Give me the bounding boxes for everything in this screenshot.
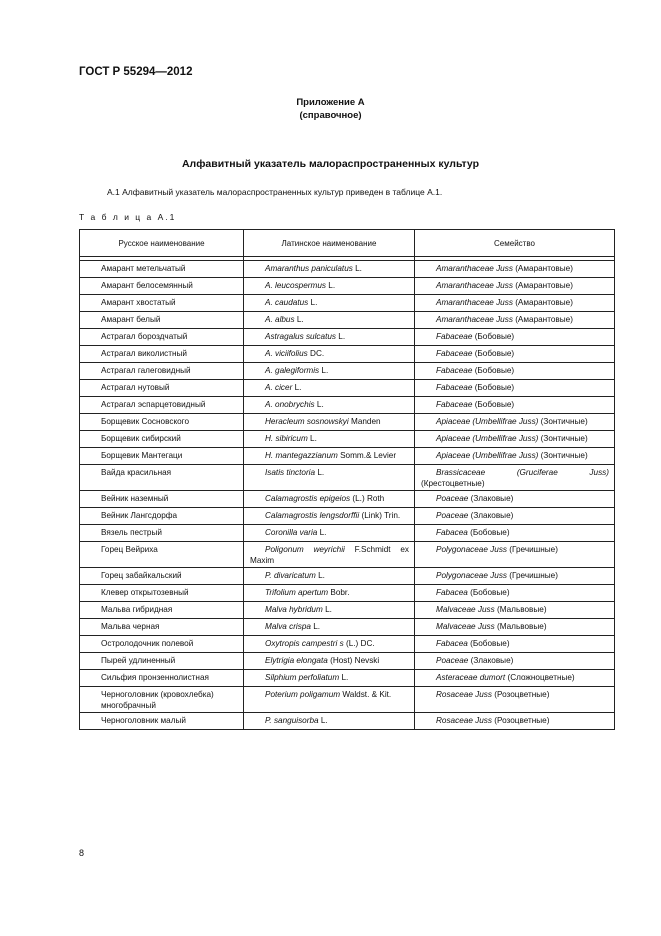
latin-author: L. [322,605,332,614]
latin-author: L. [292,383,302,392]
column-header-family: Семейство [415,230,615,257]
family-latin: Poaceae [436,656,469,665]
russian-name-cell: Черноголовник (кровохлебка) многобрачный [80,687,244,713]
family-cell [415,431,615,448]
table-row [80,329,615,346]
table-row [80,261,615,278]
russian-name-cell: Пырей удлиненный [80,653,244,670]
latin-species: Heracleum sosnowskyi [265,417,349,426]
table-row [80,448,615,465]
latin-author: L. [294,315,304,324]
latin-name-cell [244,585,415,602]
family-latin: Apiaceae (Umbellifrae Juss) [436,417,539,426]
family-russian: (Злаковые) [468,494,514,503]
family-cell [415,346,615,363]
family-russian: (Гречишные) [507,545,558,554]
russian-name-cell: Мальва черная [80,619,244,636]
latin-name-cell [244,670,415,687]
latin-author: L. [307,434,317,443]
latin-author: L. [314,400,324,409]
family-cell [415,329,615,346]
latin-name-cell [244,261,415,278]
russian-name-cell: Остролодочник полевой [80,636,244,653]
table-row [80,670,615,687]
family-russian: (Амарантовые) [512,264,573,273]
family-cell [415,585,615,602]
family-russian: (Бобовые) [467,588,510,597]
latin-name-cell [244,397,415,414]
family-latin: Polygonaceae Juss [436,571,508,580]
family-russian: (Крестоцветные) [421,479,485,488]
latin-author: L. [325,281,336,290]
latin-species: Oxytropis campestri s [265,639,344,648]
latin-name-cell [244,465,415,491]
russian-name-cell: Горец Вейриха [80,542,244,568]
family-latin: Poaceae [436,494,469,503]
table-row [80,465,615,491]
latin-species: Astragalus sulcatus [265,332,336,341]
latin-name-cell [244,602,415,619]
family-cell [415,261,615,278]
latin-species: Trifolium apertum [265,588,329,597]
family-latin: Amaranthaceae Juss [436,281,513,290]
page-number: 8 [79,848,85,858]
family-russian: (Бобовые) [472,332,515,341]
annex-heading [0,96,661,122]
family-cell [415,508,615,525]
table-row [80,653,615,670]
latin-author: Waldst. & Kit. [340,690,392,699]
latin-author: L. [336,332,346,341]
latin-species: Coronilla varia [265,528,318,537]
russian-name-cell: Сильфия пронзеннолистная [80,670,244,687]
table-row [80,602,615,619]
latin-author: L. [339,673,349,682]
annex-title: Приложение А [296,97,365,108]
family-latin: Amaranthaceae Juss [436,315,513,324]
family-cell [415,525,615,542]
latin-species: A. caudatus [265,298,309,307]
family-russian: (Злаковые) [468,656,514,665]
table-row [80,363,615,380]
family-latin: Fabacea [436,639,468,648]
family-cell [415,542,615,568]
family-russian: (Амарантовые) [512,281,573,290]
latin-name-cell [244,508,415,525]
latin-author: L. [315,571,325,580]
latin-name-cell [244,542,415,568]
family-latin: Polygonaceae Juss [436,545,508,554]
russian-name-cell: Астрагал нутовый [80,380,244,397]
latin-species: A. albus [265,315,295,324]
latin-author: L. [317,528,327,537]
latin-author: L. [318,716,328,725]
family-russian: (Бобовые) [467,528,510,537]
latin-author: F.Schmidt ex Maxim [250,545,409,565]
family-russian: (Розоцветные) [491,690,550,699]
family-russian: (Злаковые) [468,511,514,520]
family-cell [415,687,615,713]
russian-name-cell: Мальва гибридная [80,602,244,619]
family-cell [415,380,615,397]
latin-name-cell [244,491,415,508]
family-russian: (Сложноцветные) [505,673,575,682]
table-body [80,257,615,730]
latin-name-cell [244,380,415,397]
family-cell [415,465,615,491]
family-latin: Fabaceae [436,332,473,341]
latin-name-cell [244,653,415,670]
latin-author: (Link) Trin. [359,511,401,520]
column-header-russian: Русское наименование [80,230,244,257]
table-row [80,508,615,525]
table-row [80,414,615,431]
table-row [80,636,615,653]
family-cell [415,619,615,636]
family-russian: (Бобовые) [472,400,515,409]
table-row [80,619,615,636]
family-latin: Asteraceae dumort [436,673,506,682]
latin-author: L. [352,264,362,273]
latin-species: Isatis tinctoria [265,468,316,477]
section-title: Алфавитный указатель малораспространенных культур [181,158,480,170]
family-cell [415,278,615,295]
family-latin: Rosaceae Juss [436,716,492,725]
family-russian: (Мальвовые) [494,622,547,631]
latin-author: DC. [307,349,325,358]
family-russian: (Мальвовые) [494,605,547,614]
latin-species: A. galegiformis [265,366,320,375]
latin-author: L. [308,298,318,307]
family-cell [415,568,615,585]
latin-species: Poligonum weyrichii [265,545,345,554]
russian-name-cell: Клевер открытозевный [80,585,244,602]
latin-species: Calamagrostis lengsdorffii [265,511,360,520]
family-russian: (Амарантовые) [512,315,573,324]
table-row [80,585,615,602]
russian-name-cell: Амарант хвостатый [80,295,244,312]
table-row [80,346,615,363]
crops-table [79,229,615,730]
latin-name-cell [244,525,415,542]
russian-name-cell: Астрагал галеговидный [80,363,244,380]
family-russian: (Зонтичные) [538,417,588,426]
russian-name-cell: Вязель пестрый [80,525,244,542]
latin-species: P. sanguisorba [265,716,319,725]
family-latin: Malvaceae Juss [436,605,495,614]
latin-name-cell [244,329,415,346]
russian-name-cell: Горец забайкальский [80,568,244,585]
russian-name-cell: Амарант метельчатый [80,261,244,278]
family-russian: (Розоцветные) [491,716,550,725]
latin-species: Silphium perfoliatum [265,673,340,682]
latin-name-cell [244,448,415,465]
table-row [80,295,615,312]
latin-species: Calamagrostis epigeios [265,494,351,503]
latin-name-cell [244,636,415,653]
family-russian: (Бобовые) [467,639,510,648]
russian-name-cell: Вейник Лангсдорфа [80,508,244,525]
family-russian: (Бобовые) [472,349,515,358]
table-row [80,491,615,508]
latin-author: Bobr. [328,588,350,597]
latin-species: Poterium poligamum [265,690,341,699]
latin-name-cell [244,414,415,431]
latin-species: H. mantegazzianum [265,451,338,460]
latin-name-cell [244,568,415,585]
latin-name-cell [244,295,415,312]
family-cell [415,448,615,465]
latin-author: (L.) DC. [343,639,375,648]
family-cell [415,312,615,329]
latin-author: L. [315,468,325,477]
column-header-latin: Латинское наименование [244,230,415,257]
table-row [80,431,615,448]
family-cell [415,636,615,653]
table-row [80,542,615,568]
family-cell [415,670,615,687]
latin-species: Elytrigia elongata [265,656,328,665]
family-cell [415,653,615,670]
family-cell [415,397,615,414]
table-row [80,525,615,542]
latin-author: L. [310,622,321,631]
russian-name-cell: Борщевик Сосновского [80,414,244,431]
family-latin: Malvaceae Juss [436,622,495,631]
latin-species: A. leucospermus [265,281,326,290]
latin-name-cell [244,312,415,329]
family-russian: (Зонтичные) [538,434,588,443]
family-cell [415,491,615,508]
latin-author: (L.) Roth [350,494,385,503]
latin-name-cell [244,687,415,713]
intro-paragraph: А.1 Алфавитный указатель малораспространенных культур приведен в таблице А.1. [107,187,443,197]
family-latin: Apiaceae (Umbellifrae Juss) [436,434,539,443]
family-latin: Amaranthaceae Juss [436,264,513,273]
latin-name-cell [244,346,415,363]
family-russian: (Бобовые) [472,383,515,392]
family-latin: Apiaceae (Umbellifrae Juss) [436,451,539,460]
russian-name-cell: Амарант белый [80,312,244,329]
family-latin: Fabaceae [436,366,473,375]
russian-name-cell: Борщевик сибирский [80,431,244,448]
latin-author: (Host) Nevski [327,656,380,665]
russian-name-cell: Черноголовник малый [80,713,244,730]
latin-name-cell [244,278,415,295]
latin-name-cell [244,713,415,730]
latin-species: A. viciifolius [265,349,308,358]
table-row [80,687,615,713]
latin-species: A. onobrychis [265,400,315,409]
annex-subtitle: (справочное) [299,110,362,121]
table-row [80,397,615,414]
russian-name-cell: Астрагал эспарцетовидный [80,397,244,414]
latin-author: L. [319,366,329,375]
table-row [80,380,615,397]
family-cell [415,414,615,431]
table-row [80,568,615,585]
russian-name-cell: Вайда красильная [80,465,244,491]
family-russian: (Зонтичные) [538,451,588,460]
latin-species: Malva crispa [265,622,311,631]
table-header-row [80,230,615,257]
family-latin: Fabaceae [436,383,473,392]
document-code: ГОСТ Р 55294—2012 [79,66,193,78]
table-row [80,713,615,730]
family-latin: Fabaceae [436,349,473,358]
family-russian: (Бобовые) [472,366,515,375]
latin-species: Malva hybridum [265,605,323,614]
latin-author: Somm.& Levier [337,451,397,460]
russian-name-cell: Борщевик Мантегаци [80,448,244,465]
table-caption: Т а б л и ц а А.1 [79,212,177,222]
table-row [80,278,615,295]
latin-author: Manden [348,417,381,426]
russian-name-cell: Астрагал виколистный [80,346,244,363]
family-latin: Fabaceae [436,400,473,409]
family-latin: Brassicaceae (Gruciferae Juss) [436,468,609,477]
latin-species: P. divaricatum [265,571,316,580]
family-latin: Amaranthaceae Juss [436,298,513,307]
russian-name-cell: Астрагал бороздчатый [80,329,244,346]
family-latin: Rosaceae Juss [436,690,492,699]
family-russian: (Амарантовые) [512,298,573,307]
table-row [80,312,615,329]
latin-name-cell [244,431,415,448]
latin-species: A. cicer [265,383,293,392]
latin-species: H. sibiricum [265,434,308,443]
family-latin: Fabacea [436,588,468,597]
russian-name-cell: Вейник наземный [80,491,244,508]
family-russian: (Гречишные) [507,571,558,580]
latin-name-cell [244,363,415,380]
latin-name-cell [244,619,415,636]
family-cell [415,602,615,619]
latin-species: Amaranthus paniculatus [265,264,353,273]
family-latin: Poaceae [436,511,469,520]
family-latin: Fabacea [436,528,468,537]
family-cell [415,713,615,730]
family-cell [415,295,615,312]
family-cell [415,363,615,380]
russian-name-cell: Амарант белосемянный [80,278,244,295]
